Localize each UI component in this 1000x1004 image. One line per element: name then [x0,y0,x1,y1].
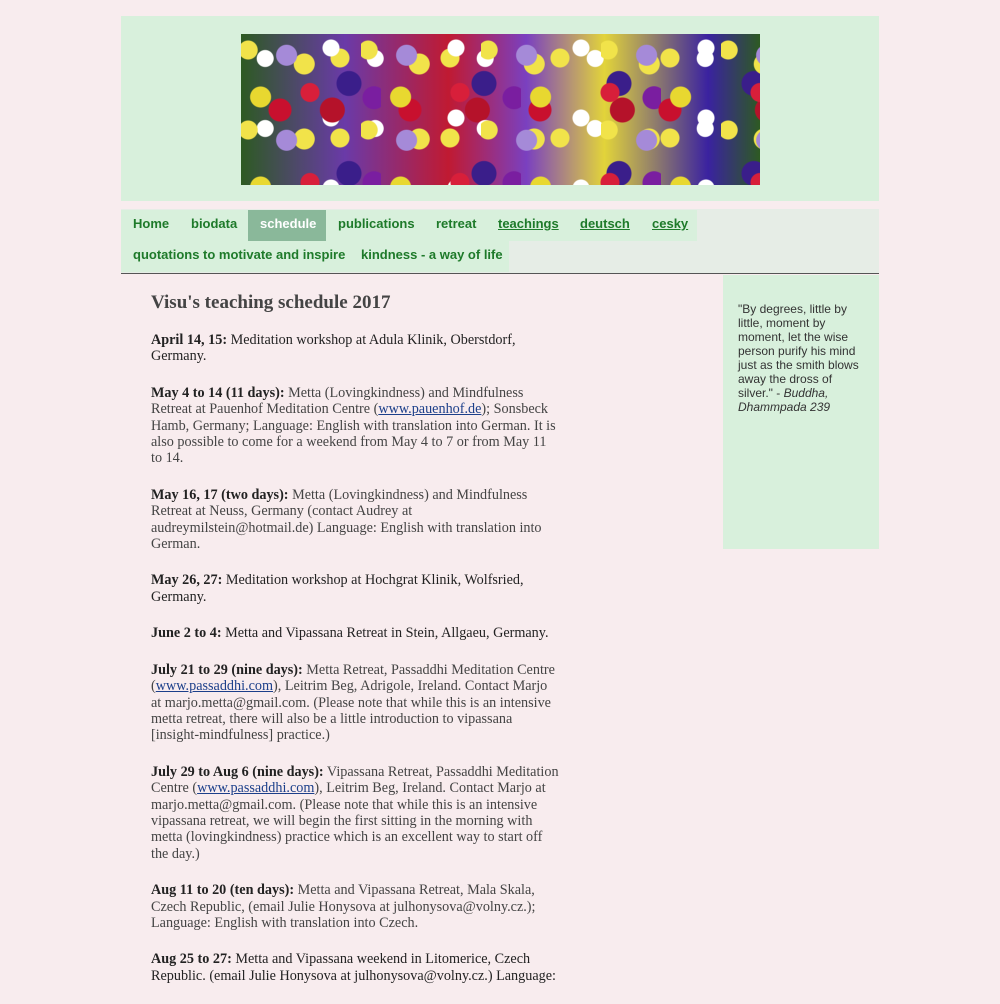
nav-biodata[interactable]: biodata [179,210,248,241]
entry-text: Meditation workshop at Hochgrat Klinik, Wolfsried, Germany. [151,572,524,605]
schedule-entry [151,662,561,744]
passaddhi-link[interactable]: www.passaddhi.com [197,780,315,797]
entry-date: May 26, 27: [151,572,223,589]
schedule-entry [151,951,561,984]
schedule-entry [151,882,561,931]
entry-text: Metta and Vipassana Retreat, Mala Skala, Czech Republic, (email Julie Honysova at julhonysova@volny.cz.); Language: English with translation into Czech. [151,882,536,931]
entry-date: April 14, 15: [151,332,228,348]
entry-text: Vipassana Retreat, Passaddhi Meditation Centre ( [151,763,559,797]
nav-home[interactable]: Home [121,210,179,241]
pauenhof-link[interactable]: www.pauenhof.de [378,401,482,418]
schedule-entry [151,764,561,862]
schedule-entry [151,625,561,641]
main-nav [121,209,879,274]
header [121,16,879,201]
entry-text: Metta and Vipassana Retreat in Stein, Allgaeu, Germany. [221,625,549,642]
schedule-entry [151,332,561,365]
entry-text: ), Leitrim Beg, Adrigole, Ireland. Contact Marjo at marjo.metta@gmail.com. (Please note that while this is an intensive metta retreat, there will also be a little introduction to vipassana [insight-mindfulness] practice.) [151,678,551,744]
entry-text: Metta (Lovingkindness) and Mindfulness Retreat at Neuss, Germany (contact Audrey at audreymilstein@hotmail.de) Language: English with translation into German. [151,486,542,553]
nav-teachings[interactable]: teachings [486,210,568,241]
entry-text: ), Leitrim Beg, Ireland. Contact Marjo at marjo.metta@gmail.com. (Please note that while this is an intensive vipassana retreat, we will begin the first sitting in the morning with metta (lovingkindness) practice which is an excellent way to start off the day.) [151,780,546,862]
entry-text: Metta Retreat, Passaddhi Meditation Centre ( [151,661,555,695]
entry-date: June 2 to 4: [151,625,222,642]
entry-date: July 21 to 29 (nine days): [151,661,303,678]
nav-quotations[interactable]: quotations to motivate and inspire [121,241,349,272]
schedule-entry [151,385,561,467]
quote-author: Buddha, Dhammpada 239 [738,386,831,414]
nav-kindness[interactable]: kindness - a way of life [349,241,509,272]
entry-text: ); Sonsbeck Hamb, Germany; Language: English with translation into German. It is also possible to come for a weekend from May 4 to 7 or from May 11 to 14. [151,401,556,467]
page-title: Visu's teaching schedule 2017 [151,292,391,313]
entry-date: May 4 to 14 (11 days): [151,384,285,401]
nav-schedule[interactable]: schedule [248,210,326,241]
sidebar [723,275,879,549]
nav-publications[interactable]: publications [326,210,424,241]
passaddhi-link[interactable]: www.passaddhi.com [155,678,274,695]
schedule-entry [151,572,561,605]
nav-retreat[interactable]: retreat [424,210,486,241]
banner-image [241,34,760,185]
entry-date: Aug 25 to 27: [151,951,232,968]
quote [738,302,866,414]
nav-cesky[interactable]: cesky [640,210,697,241]
quote-text: "By degrees, little by little, moment by moment, let the wise person purify his mind just as the smith blows away the dross of silver." - [738,302,859,400]
entry-date: Aug 11 to 20 (ten days): [151,882,295,899]
entry-date: May 16, 17 (two days): [151,486,289,503]
entry-text: Meditation workshop at Adula Klinik, Oberstdorf, Germany. [151,332,516,365]
schedule-entry [151,487,561,553]
main-content [151,292,561,1004]
nav-deutsch[interactable]: deutsch [568,210,640,241]
entry-text: Metta and Vipassana weekend in Litomerice, Czech Republic. (email Julie Honysova at julhonysova@volny.cz.) Language: [151,951,556,984]
entry-date: July 29 to Aug 6 (nine days): [151,763,324,780]
entry-text: Metta (Lovingkindness) and Mindfulness Retreat at Pauenhof Meditation Centre ( [151,384,524,418]
